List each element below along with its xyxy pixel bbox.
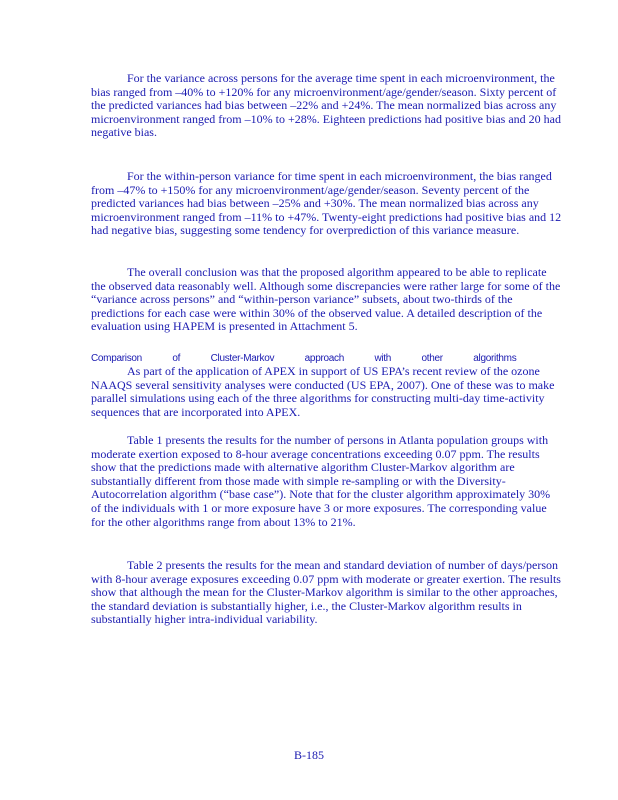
- section-heading: Comparison of Cluster-Markov approach with other algorithms: [91, 353, 517, 364]
- paragraph-within-person-variance: For the within-person variance for time spent in each microenvironment, the bias ranged from –47% to +150% for any microenvironment/age/gender/season. Seventy percent of the predicted variances had bias between –25% and +30%. The mean normalized bias across any microenvironment ranged from –11% to +47%. Twenty-eight predictions had positive bias and 12 had negative bias, suggesting some tendency for overprediction of this variance measure.: [91, 169, 562, 238]
- paragraph-table-1-results: Table 1 presents the results for the number of persons in Atlanta population groups with moderate exertion exposed to 8-hour average concentrations exceeding 0.07 ppm. The results show that the predictions made with alternative algorithm Cluster-Markov algorithm are substantially different from those made with simple re-sampling or with the Diversity-Autocorrelation algorithm (“base case”). Note that for the cluster algorithm approximately 30% of the individuals with 1 or more exposure have 3 or more exposures. The corresponding value for the other algorithms range from about 13% to 21%.: [91, 433, 551, 529]
- paragraph-apex-application: As part of the application of APEX in support of US EPA’s recent review of the ozone NAAQS several sensitivity analyses were conducted (US EPA, 2007). One of these was to make parallel simulations using each of the three algorithms for constructing multi-day time-activity sequences that are incorporated into APEX.: [91, 364, 555, 419]
- page-number: B-185: [294, 748, 324, 762]
- paragraph-table-2-results: Table 2 presents the results for the mean and standard deviation of number of days/person with 8-hour average exposures exceeding 0.07 ppm with moderate or greater exertion. The results show that although the mean for the Cluster-Markov algorithm is similar to the other approaches, the standard deviation is substantially higher, i.e., the Cluster-Markov algorithm results in substantially higher intra-individual variability.: [91, 558, 561, 627]
- paragraph-overall-conclusion: The overall conclusion was that the proposed algorithm appeared to be able to replicate the observed data reasonably well. Although some discrepancies were rather large for some of the “variance across persons” and “within-person variance” subsets, about two-thirds of the predictions for each case were within 30% of the observed value. A detailed description of the evaluation using HAPEM is presented in Attachment 5.: [91, 265, 561, 334]
- paragraph-variance-across-persons: For the variance across persons for the average time spent in each microenvironment, the bias ranged from –40% to +120% for any microenvironment/age/gender/season. Sixty percent of the predicted variances had bias between –22% and +24%. The mean normalized bias across any microenvironment ranged from –10% to +28%. Eighteen predictions had positive bias and 20 had negative bias.: [91, 71, 561, 140]
